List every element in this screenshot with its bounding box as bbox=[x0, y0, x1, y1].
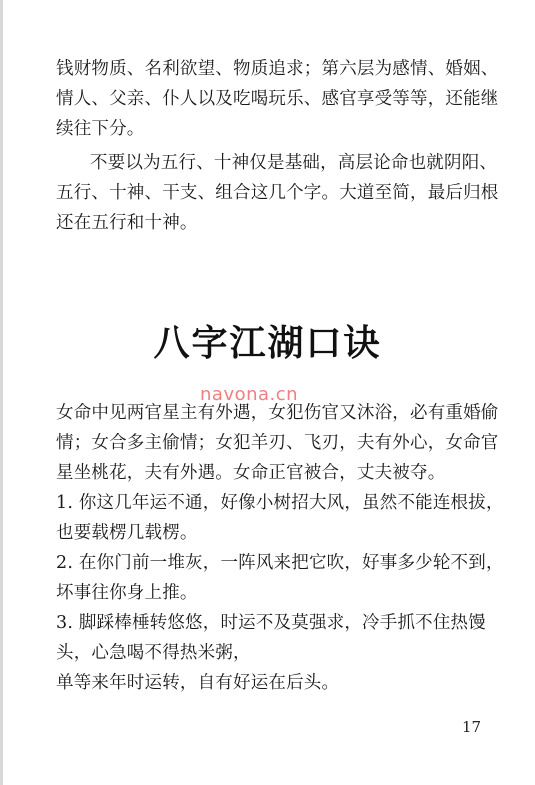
text-line: 头，心急喝不得热米粥， bbox=[56, 643, 251, 663]
text-line: 也要载楞几载楞。 bbox=[56, 523, 198, 543]
page-edge-shadow bbox=[0, 0, 3, 785]
text-line: 2. 在你门前一堆灰，一阵风来把它吹，好事多少轮不到， bbox=[56, 553, 504, 573]
text-line: 情；女合多主偷情；女犯羊刃、飞刃，夫有外心，女命官 bbox=[56, 433, 499, 453]
text-line: 女命中见两官星主有外遇，女犯伤官又沐浴，必有重婚偷 bbox=[56, 403, 499, 423]
text-line: 坏事往你身上推。 bbox=[56, 583, 198, 603]
watermark: navona.cn bbox=[200, 384, 299, 405]
text-line: 单等来年时运转，自有好运在后头。 bbox=[56, 673, 340, 693]
text-line: 五行、十神、干支、组合这几个字。大道至简，最后归根 bbox=[56, 183, 499, 203]
text-line: 情人、父亲、仆人以及吃喝玩乐、感官享受等等，还能继 bbox=[56, 89, 499, 109]
text-line: 1. 你这几年运不通，好像小树招大风，虽然不能连根拔， bbox=[56, 493, 504, 513]
text-line: 还在五行和十神。 bbox=[56, 213, 198, 233]
text-line: 星坐桃花，夫有外遇。女命正官被合，丈夫被夺。 bbox=[56, 463, 446, 483]
page-number: 17 bbox=[462, 718, 482, 736]
text-line: 不要以为五行、十神仅是基础，高层论命也就阴阳、 bbox=[90, 153, 498, 173]
text-line: 钱财物质、名利欲望、物质追求；第六层为感情、婚姻、 bbox=[56, 59, 499, 79]
section-heading: 八字江湖口诀 bbox=[153, 323, 382, 364]
text-line: 续往下分。 bbox=[56, 119, 145, 139]
text-line: 3. 脚踩棒棰转悠悠，时运不及莫强求，冷手抓不住热馒 bbox=[56, 613, 486, 633]
